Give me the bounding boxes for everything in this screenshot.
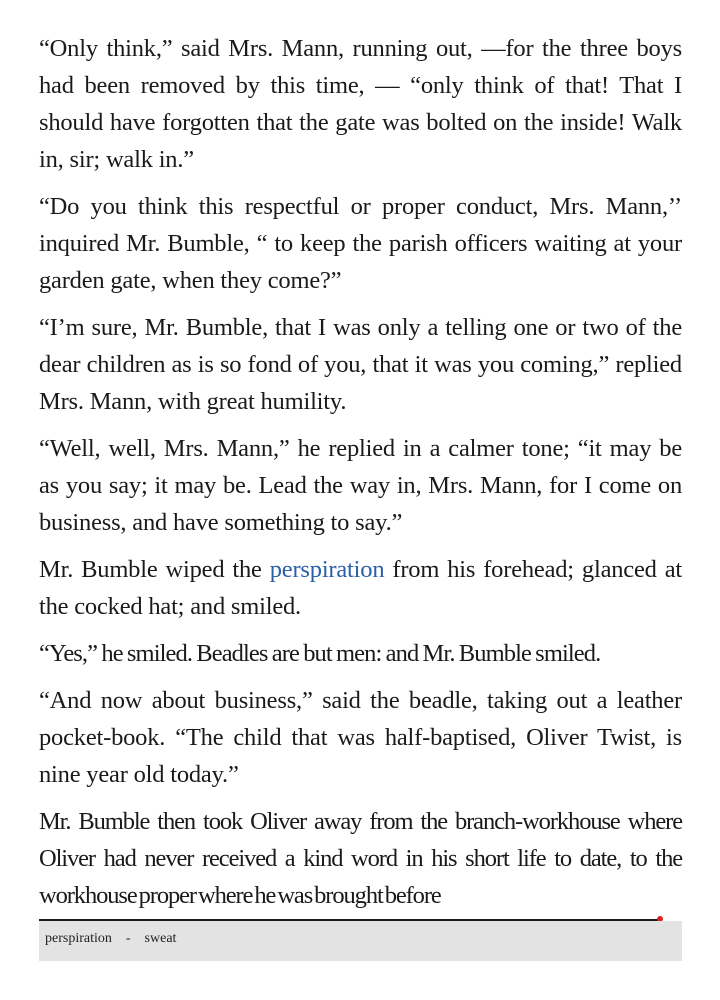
footnote-term: perspiration	[45, 931, 112, 946]
footnote-separator: -	[125, 931, 131, 946]
paragraph-text: from his forehead; glanced at the cocked hat; and smiled.	[39, 556, 682, 620]
paragraph-text: Mr. Bumble wiped the	[39, 556, 270, 583]
paragraph: Mr. Bumble then took Oliver away from the branch-workhouse where Oliver had never received a kind word in his short life to date, to the workhouse proper where he was brought before	[39, 808, 682, 909]
paragraph: “Only think,” said Mrs. Mann, running out, —for the three boys had been removed by this time, — “only think of that! That I should have forgotten that the gate was bolted on the inside! Walk in, sir; walk in.”	[39, 35, 682, 173]
paragraph: “I’m sure, Mr. Bumble, that I was only a telling one or two of the dear children as is so fond of you, that it was you coming,” replied Mrs. Mann, with great humility.	[39, 314, 682, 415]
paragraph: “Yes,” he smiled. Beadles are but men: and Mr. Bumble smiled.	[39, 640, 601, 667]
paragraph: “Do you think this respectful or proper conduct, Mrs. Mann,’’ inquired Mr. Bumble, “ to keep the parish officers waiting at your garden gate, when they come?”	[39, 193, 682, 294]
book-page	[39, 30, 682, 924]
paragraph: “And now about business,” said the beadle, taking out a leather pocket-book. “The child that was half-baptised, Oliver Twist, is nine year old today.”	[39, 687, 682, 788]
paragraph: “Well, well, Mrs. Mann,” he replied in a calmer tone; “it may be as you say; it may be. Lead the way in, Mrs. Mann, for I come on business, and have something to say.”	[39, 435, 682, 536]
footnote-definition: sweat	[144, 931, 177, 946]
footnote-box	[39, 921, 682, 961]
paragraph	[39, 551, 682, 625]
glossary-link[interactable]: perspiration	[269, 556, 385, 583]
